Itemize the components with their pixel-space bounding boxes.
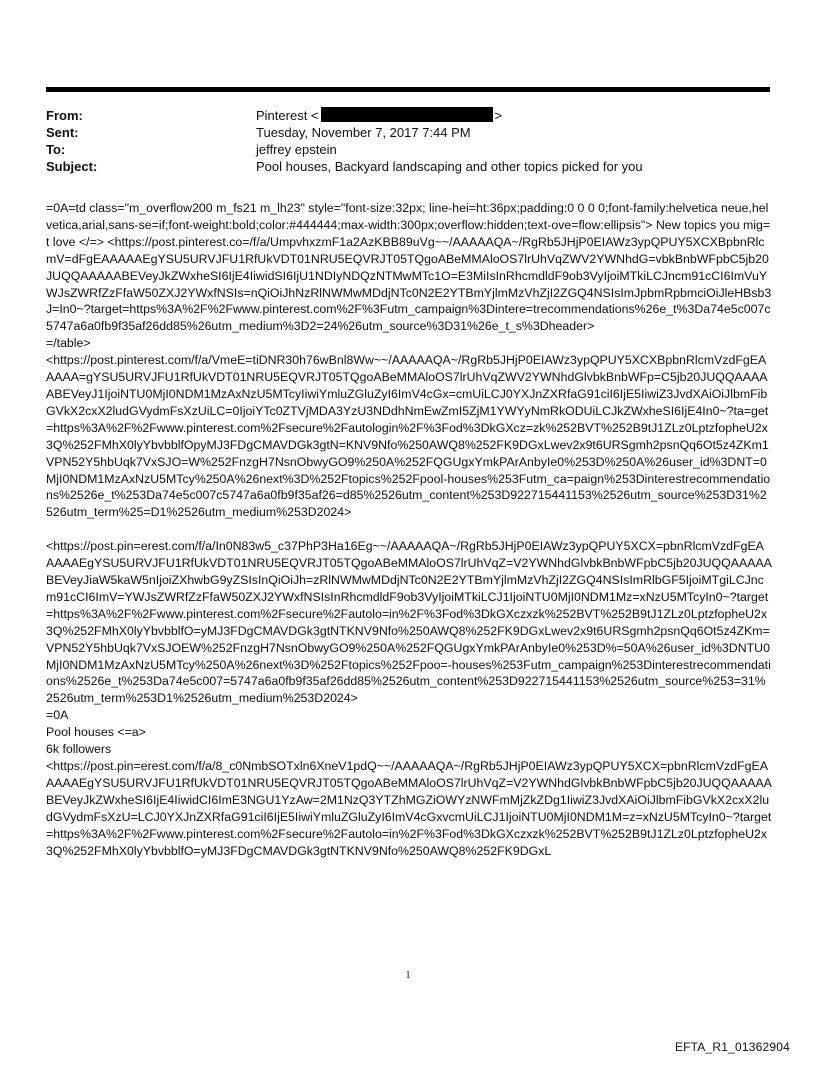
topic-title: Pool houses <=a> [46,725,146,740]
subject-value: Pool houses, Backyard landscaping and other topics picked for you [256,159,643,174]
body-table-close: =/table> [46,336,91,351]
sent-row [46,124,770,141]
topic-followers: 6k followers [46,742,112,757]
from-sender: Pinterest < [256,108,319,123]
to-value: jeffrey epstein [256,142,337,157]
to-label: To: [46,142,66,157]
email-body [46,200,772,859]
from-label: From: [46,108,83,123]
body-link-2: <https://post.pinterest.com/f/a/VmeE=tiDNR30h76wBnl8Ww~~/AAAAAQA~/RgRb5JHjP0EIAWz3ypQPUY5XCXBpbnRlcmVzdFgEAAAAA=gYSU5URVJFU1RfUkVDT01NRU5EQVRJT05TQgoABeMMAloOS7lrUhVqZWV2YWNhdGlvbkBnbWFp=C5jb20JUQQAAAAABEVeyJ1IjoiNTU0MjI0NDM1MzAxNzU5MTcyIiwiYmluZGluZyI6ImV4cGx=cmUiLCJ0YXJnZXRfaG91ciI6IjE5IiwiZ3JvdXAiOiJlbmFibGVkX2cxX2ludGVydmFsXzUiLC=0IjoiYTc0ZTVjMDA3YzU3NDdhNmEwZmI5ZjM1YWYyNmRkODUiLCJkZWxheSI6IjE4In0~?ta=get=https%3A%2F%2Fwww.pinterest.com%2Fsecure%2Fautologin%2F%3Fod%3DkGXcz=zk%252BVT%252B9tJ1ZLz0LptzfopheU2x3Q%252FMhX0lyYbvbblfOpyMJ3FDgCMAVDGk3gtN=KNV9Nfo%250AWQ8%252FK9DGxLwev2x9t6URSgmh2psnQq6Ot5z4ZKm1VPN52Y5hbUqk7VxSJO=W%252FnzgH7NsnObwyGO9%250A%252FQGUgxYmkPArAnbyIe0%253D%250A%26user_id%3DNT=0MjI0NDM1MzAxNzU5MTcy%250A%26next%3D%252Ftopics%252Fpool-houses%253Futm_ca=paign%253Dinterestrecommendations%2526e_t%253Da74e5c007c5747a6a0fb9f35af26=d85%2526utm_content%253D922715441153%2526utm_source%253D31%2526utm_term%25=D1%2526utm_medium%253D2024> [46,353,771,520]
from-close: > [494,108,503,123]
subject-row [46,158,770,175]
from-row [46,107,770,124]
paragraph-gap [46,521,772,538]
document-id: EFTA_R1_01362904 [674,1040,790,1054]
to-row [46,141,770,158]
page-number: 1 [405,970,411,981]
redaction-bar [321,107,493,122]
email-headers [46,107,770,175]
from-value [256,107,502,124]
sent-label: Sent: [46,125,79,140]
body-link-4: <https://post.pin=erest.com/f/a/8_c0NmbSOTxln6XneV1pdQ~~/AAAAAQA~/RgRb5JHjP0EIAWz3ypQPUY5XCX=pbnRlcmVzdFgEAAAAAEgYSU5URVJFU1RfUkVDT01NRU5EQVRJT05TQgoABeMMAloOS7lrUhVqZ=V2YWNhdGlvbkBnbWFpbC5jb20JUQQAAAAABEVeyJkZWxheSI6IjE4IiwidCI6ImE3NGU1YzAw=2M1NzQ3YTZhMGZiOWYzNWFmMjZkZDg1IiwiZ3JvdXAiOiJlbmFibGVkX2cxX2ludGVydmFsXzU=LCJ0YXJnZXRfaG91ciI6IjE5IiwiYmluZGluZyI6ImV4cGxvcmUiLCJ1IjoiNTU0MjI0NDM1M=z=xNzU5MTcyIn0~?target=https%3A%2F%2Fwww.pinterest.com%2Fsecure%2Fautolo=in%2F%3Fod%3DkGXczxzk%252BVT%252B9tJ1ZLz0LptzfopheU2x3Q%252FMhX0lyYbvbblfO=yMJ3FDgCMAVDGk3gtNTKNV9Nfo%250AWQ8%252FK9DGxL [46,759,772,858]
header-rule [46,87,770,92]
body-link-3: <https://post.pin=erest.com/f/a/In0N83w5_c37PhP3Ha16Eg~~/AAAAAQA~/RgRb5JHjP0EIAWz3ypQPUY5XCX=pbnRlcmVzdFgEAAAAAEgYSU5URVJFU1RfUkVDT01NRU5EQVRJT05TQgoABeMMAloOS7lrUhVqZ=V2YWNhdGlvbkBnbWFpbC5jb20JUQQAAAAABEVeyJiaW5kaW5nIjoiZXhwbG9yZSIsInQiOiJh=zRlNWMwMDdjNTc0N2E2YTBmYjlmMzVhZjI2ZGQ4NSIsImRlbGF5IjoiMTgiLCJncm91cCI6ImV=YWJsZWRfZzFfaW50ZXJ2YWxfNSIsInRhcmdldF9ob3VyIjoiMTkiLCJ1IjoiNTU0MjI0NDM1Mz=xNzU5MTcyIn0~?target=https%3A%2F%2Fwww.pinterest.com%2Fsecure%2Fautolo=in%2F%3Fod%3DkGXczxzk%252BVT%252B9tJ1ZLz0LptzfopheU2x3Q%252FMhX0lyYbvbblfO=yMJ3FDgCMAVDGk3gtNTKNV9Nfo%250AWQ8%252FK9DGxLwev2x9t6URSgmh2psnQq6Ot5z4ZKm=VPN52Y5hbUqk7VxSJOEW%252FnzgH7NsnObwyGO9%250A%252FQGUgxYmkPArAnbyIe0%253D%=50A%26user_id%3DNTU0MjI0NDM1MzAxNzU5MTcy%250A%26next%3D%252Ftopics%252Fpoo=-houses%253Futm_campaign%253Dinterestrecommendations%2526e_t%253Da74e5c007=5747a6a0fb9f35af26dd85%2526utm_content%253D922715441153%2526utm_source%253=31%2526utm_term%253D1%2526utm_medium%253D2024> [46,539,772,706]
body-block-1: =0A=td class="m_overflow200 m_fs21 m_lh23" style="font-size:32px; line-hei=ht:36px;padding:0 0 0 0;font-family:helvetica neue,helvetica,arial,sans-se=if;font-weight:bold;color:#444444;max-width:300px;overflow:hidden;text-ove=flow:ellipsis"> New topics you mig=t love </=> <https://post.pinterest.co=/f/a/UmpvhxzmF1a2AzKBB89uVg~~/AAAAAQA~/RgRb5JHjP0EIAWz3ypQPUY5XCXBpbnRlcmV=dFgEAAAAAEgYSU5URVJFU1RfUkVDT01NRU5EQVRJT05TQgoABeMMAloOS7lrUhVqZWV2YWNhdG=vbkBnbWFpbC5jb20JUQQAAAAABEVeyJkZWxheSI6IjE4IiwidSI6IjU1NDIyNDQzNTMwMTc1O=E3MiIsInRhcmdldF9ob3VyIjoiMTkiLCJncm91cCI6ImVuYWJsZWRfZzFfaW50ZXJ2YWxfNSIs=nQiOiJhNzRlNWMwMDdjNTc0N2E2YTBmYjlmMzVhZjI2ZGQ4NSIsImJpbmRpbmciOiJleHBsb3J=In0~?target=https%3A%2F%2Fwww.pinterest.com%2F%3Futm_campaign%3Dintere=trecommendations%26e_t%3Da74e5c007c5747a6a0fb9f35af26dd85%26utm_medium%3D2=24%26utm_source%3D31%26e_t_s%3Dheader> [46,201,772,334]
subject-label: Subject: [46,159,98,174]
body-line-0a: =0A [46,708,69,723]
sent-value: Tuesday, November 7, 2017 7:44 PM [256,125,471,140]
